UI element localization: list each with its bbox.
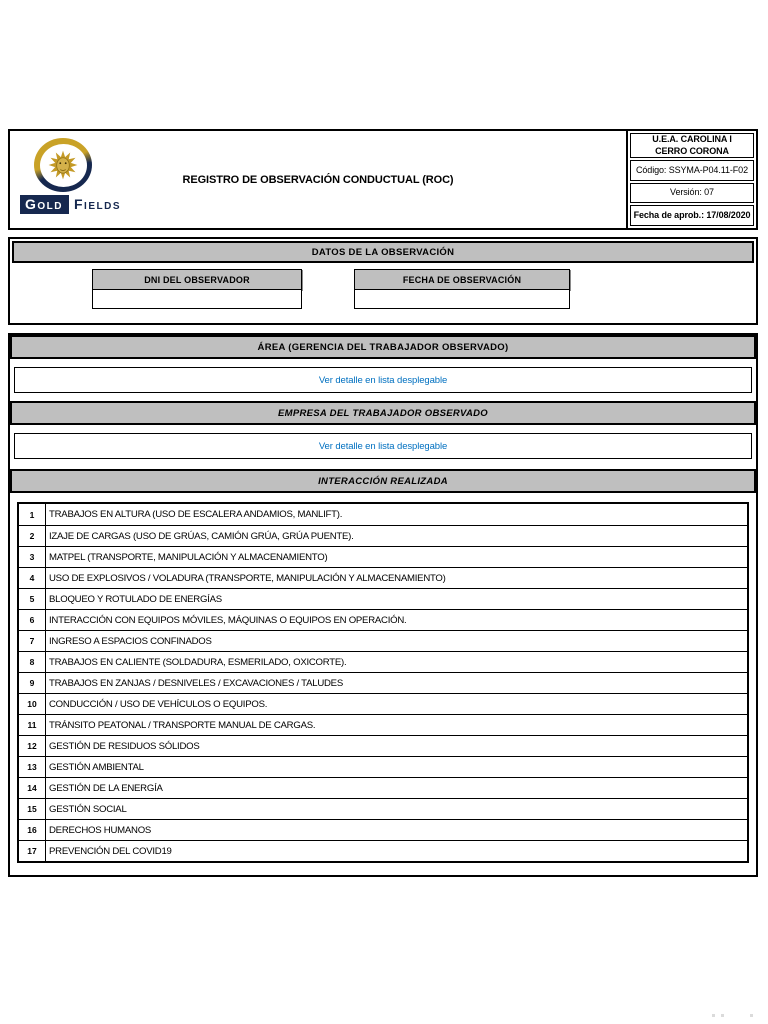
interaction-row [19, 567, 747, 588]
interaction-row [19, 651, 747, 672]
interaction-number: 5 [19, 589, 46, 609]
interaction-row [19, 840, 747, 861]
interaction-row [19, 714, 747, 735]
interaction-row [19, 525, 747, 546]
gold-fields-logo [20, 138, 136, 214]
interaction-label: GESTIÓN DE LA ENERGÍA [49, 782, 163, 794]
dni-observador-input[interactable] [92, 290, 302, 309]
interaction-label: GESTIÓN DE RESIDUOS SÓLIDOS [49, 740, 200, 752]
header-title-cell [10, 131, 626, 228]
interaction-row [19, 609, 747, 630]
interaction-label: GESTIÓN SOCIAL [49, 803, 127, 815]
interaction-label: INTERACCIÓN CON EQUIPOS MÓVILES, MÁQUINAS O EQUIPOS EN OPERACIÓN. [49, 614, 407, 626]
interaction-label: TRABAJOS EN ZANJAS / DESNIVELES / EXCAVACIONES / TALUDES [49, 677, 343, 689]
interaction-number: 12 [19, 736, 46, 756]
codigo-cell: Código: SSYMA-P04.11-F02 [630, 160, 754, 181]
interaction-number: 15 [19, 799, 46, 819]
section-datos-observacion [8, 237, 758, 325]
interaction-row [19, 630, 747, 651]
interaction-label: TRABAJOS EN CALIENTE (SOLDADURA, ESMERILADO, OXICORTE). [49, 656, 347, 668]
interaction-number: 2 [19, 526, 46, 546]
lion-emblem-icon [34, 138, 92, 192]
interaction-number: 8 [19, 652, 46, 672]
form-document [8, 129, 758, 877]
interaccion-section-header: INTERACCIÓN REALIZADA [10, 469, 756, 493]
interaction-label: CONDUCCIÓN / USO DE VEHÍCULOS O EQUIPOS. [49, 698, 268, 710]
interaction-label: BLOQUEO Y ROTULADO DE ENERGÍAS [49, 593, 222, 605]
interaction-label: INGRESO A ESPACIOS CONFINADOS [49, 635, 212, 647]
section-main [8, 333, 758, 877]
interaction-number: 7 [19, 631, 46, 651]
dni-observador-label: DNI DEL OBSERVADOR [92, 269, 302, 290]
area-section-header: ÁREA (GERENCIA DEL TRABAJADOR OBSERVADO) [10, 335, 756, 359]
interaction-number: 13 [19, 757, 46, 777]
interaction-number: 11 [19, 715, 46, 735]
interaction-label: TRÁNSITO PEATONAL / TRANSPORTE MANUAL DE CARGAS. [49, 719, 316, 731]
interaction-row [19, 735, 747, 756]
dni-observador-field [92, 269, 302, 309]
interaction-row [19, 672, 747, 693]
brand-word-fields: Fields [74, 196, 121, 212]
uea-line2: CERRO CORONA [655, 145, 729, 156]
fecha-observacion-field [354, 269, 570, 309]
interaction-number: 3 [19, 547, 46, 567]
interaction-label: TRABAJOS EN ALTURA (USO DE ESCALERA ANDAMIOS, MANLIFT). [49, 509, 343, 520]
brand-wordmark [20, 195, 136, 214]
interaction-number: 17 [19, 841, 46, 861]
empresa-section-header: EMPRESA DEL TRABAJADOR OBSERVADO [10, 401, 756, 425]
fecha-observacion-input[interactable] [354, 290, 570, 309]
interaction-row [19, 546, 747, 567]
header-table [8, 129, 758, 230]
interaction-number: 6 [19, 610, 46, 630]
interaction-number: 4 [19, 568, 46, 588]
interaction-number: 9 [19, 673, 46, 693]
interaction-number: 10 [19, 694, 46, 714]
document-title: REGISTRO DE OBSERVACIÓN CONDUCTUAL (ROC) [182, 173, 454, 186]
fecha-aprob-cell: Fecha de aprob.: 17/08/2020 [630, 205, 754, 226]
empresa-dropdown-hint: Ver detalle en lista desplegable [318, 440, 448, 452]
interaction-row [19, 819, 747, 840]
interaction-list [17, 502, 749, 863]
interaction-number: 16 [19, 820, 46, 840]
interaction-row [19, 756, 747, 777]
interaction-number: 14 [19, 778, 46, 798]
empresa-dropdown[interactable] [14, 433, 752, 459]
interaction-row [19, 777, 747, 798]
area-dropdown[interactable] [14, 367, 752, 393]
interaction-label: IZAJE DE CARGAS (USO DE GRÚAS, CAMIÓN GRÚA, GRÚA PUENTE). [49, 530, 354, 542]
lion-head-icon [45, 147, 81, 183]
uea-cell [630, 133, 754, 158]
brand-word-gold: Gold [20, 195, 69, 214]
fecha-observacion-label: FECHA DE OBSERVACIÓN [354, 269, 570, 290]
interaction-label: PREVENCIÓN DEL COVID19 [49, 845, 172, 857]
interaction-label: MATPEL (TRANSPORTE, MANIPULACIÓN Y ALMACENAMIENTO) [49, 551, 328, 563]
interaction-label: DERECHOS HUMANOS [49, 824, 152, 836]
interaction-row [19, 693, 747, 714]
interaction-label: GESTIÓN AMBIENTAL [49, 761, 144, 773]
header-info-column [626, 131, 756, 228]
area-dropdown-hint: Ver detalle en lista desplegable [318, 374, 448, 386]
uea-line1: U.E.A. CAROLINA I [652, 134, 732, 144]
datos-section-header: DATOS DE LA OBSERVACIÓN [12, 241, 754, 263]
datos-fields-row [92, 269, 754, 309]
interaction-row [19, 504, 747, 525]
interaction-label: USO DE EXPLOSIVOS / VOLADURA (TRANSPORTE, MANIPULACIÓN Y ALMACENAMIENTO) [49, 572, 446, 584]
footer-scan-artifact [712, 1011, 756, 1017]
version-cell: Versión: 07 [630, 183, 754, 204]
interaction-row [19, 798, 747, 819]
interaction-number: 1 [19, 504, 46, 525]
interaction-row [19, 588, 747, 609]
